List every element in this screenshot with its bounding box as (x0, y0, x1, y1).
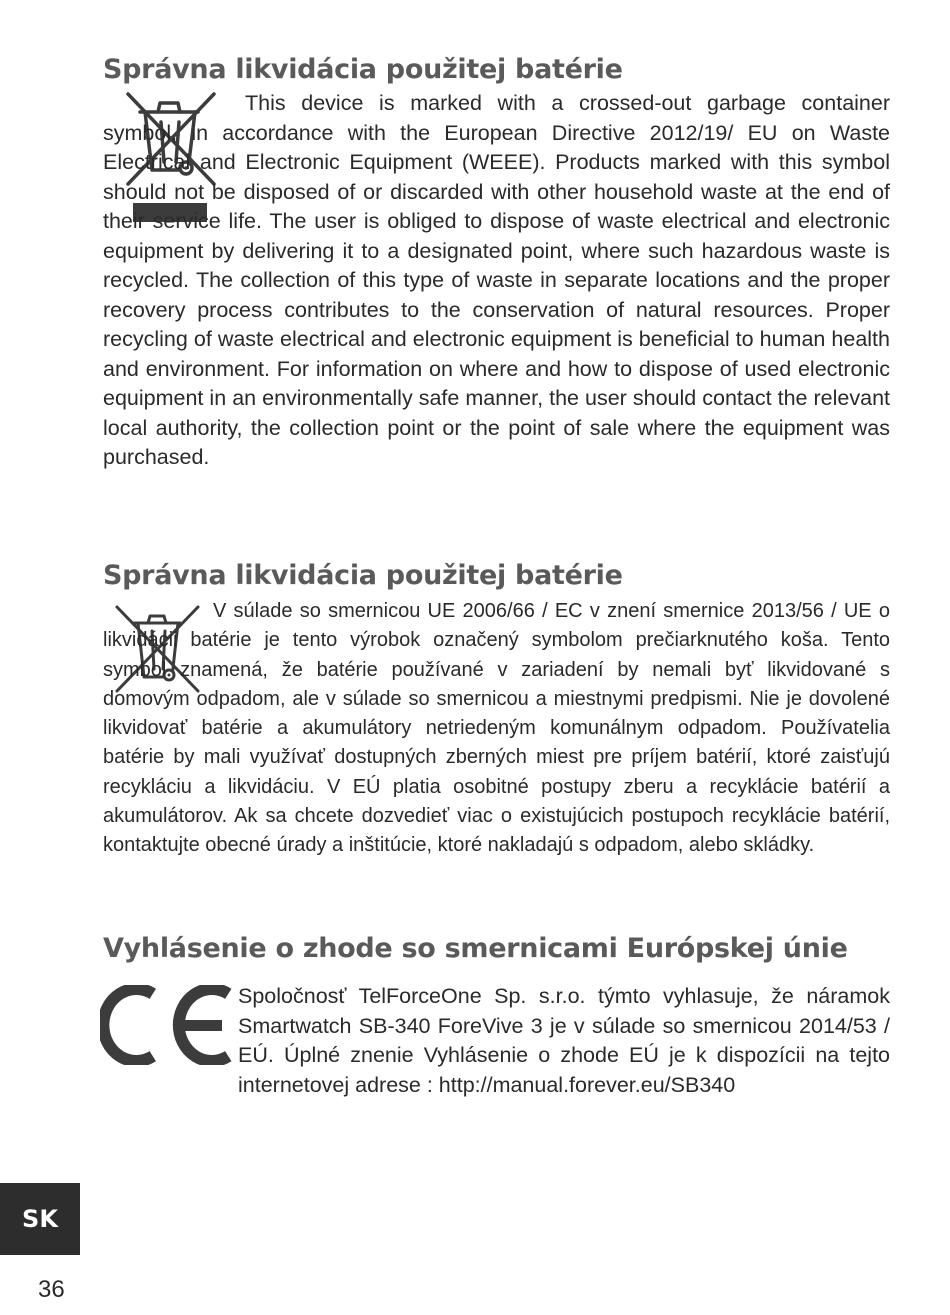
eu-conformity-heading: Vyhlásenie o zhode so smernicami Európskej únie (103, 933, 848, 964)
weee-section-heading: Správna likvidácia použitej batérie (103, 54, 623, 85)
weee-section-text: This device is marked with a crossed-out garbage container symbol, in accordance with the European Directive 2012/19/ EU on Waste Electrical and Electronic Equipment (WEEE). Products marked with this symbol should not be disposed of or discarded with other household waste at the end of their service life. The user is obliged to dispose of waste electrical and electronic equipment by delivering it to a designated point, where such hazardous waste is recycled. The collection of this type of waste in separate locations and the proper recovery process contributes to the conservation of natural resources. Proper recycling of waste electrical and electronic equipment is beneficial to human health and environment. For information on where and how to dispose of used electronic equipment in an environmentally safe manner, the user should contact the relevant local authority, the collection point or the point of sale where the equipment was purchased. (103, 91, 890, 469)
page-number: 36 (38, 1276, 65, 1303)
ce-mark-icon (100, 985, 235, 1065)
battery-section-heading: Správna likvidácia použitej batérie (103, 560, 623, 591)
eu-conformity-text: Spoločnosť TelForceOne Sp. s.r.o. týmto vyhlasuje, že náramok Smartwatch SB-340 ForeVive 3 je v súlade so smernicou 2014/53 / EÚ. Úplné znenie Vyhlásenie o zhode EÚ je k dispozícii na tejto internetovej adrese : http://manual.forever.eu/SB340 (238, 984, 890, 1097)
language-tab: SK (0, 1183, 80, 1255)
battery-section-text: V súlade so smernicou UE 2006/66 / EC v znení smernice 2013/56 / UE o likvidácii batérie je tento výrobok označený symbolom prečiarknutého koša. Tento symbol znamená, že batérie používané v zariadení by nemali byť likvidované s domovým odpadom, ale v súlade so smernicou a miestnymi predpismi. Nie je dovolené likvidovať batérie a akumulátory netriedeným komunálnym odpadom. Používatelia batérie by mali využívať dostupných zberných miest pre príjem batérií, ktoré zaisťujú recykláciu a likvidáciu. V EÚ platia osobitné postupy zberu a recyklácie batérií a akumulátorov. Ak sa chcete dozvedieť viac o existujúcich postupoch recyklácie batérií, kontaktujte obecné úrady a inštitúcie, ktoré nakladajú s odpadom, alebo skládky. (103, 600, 890, 857)
